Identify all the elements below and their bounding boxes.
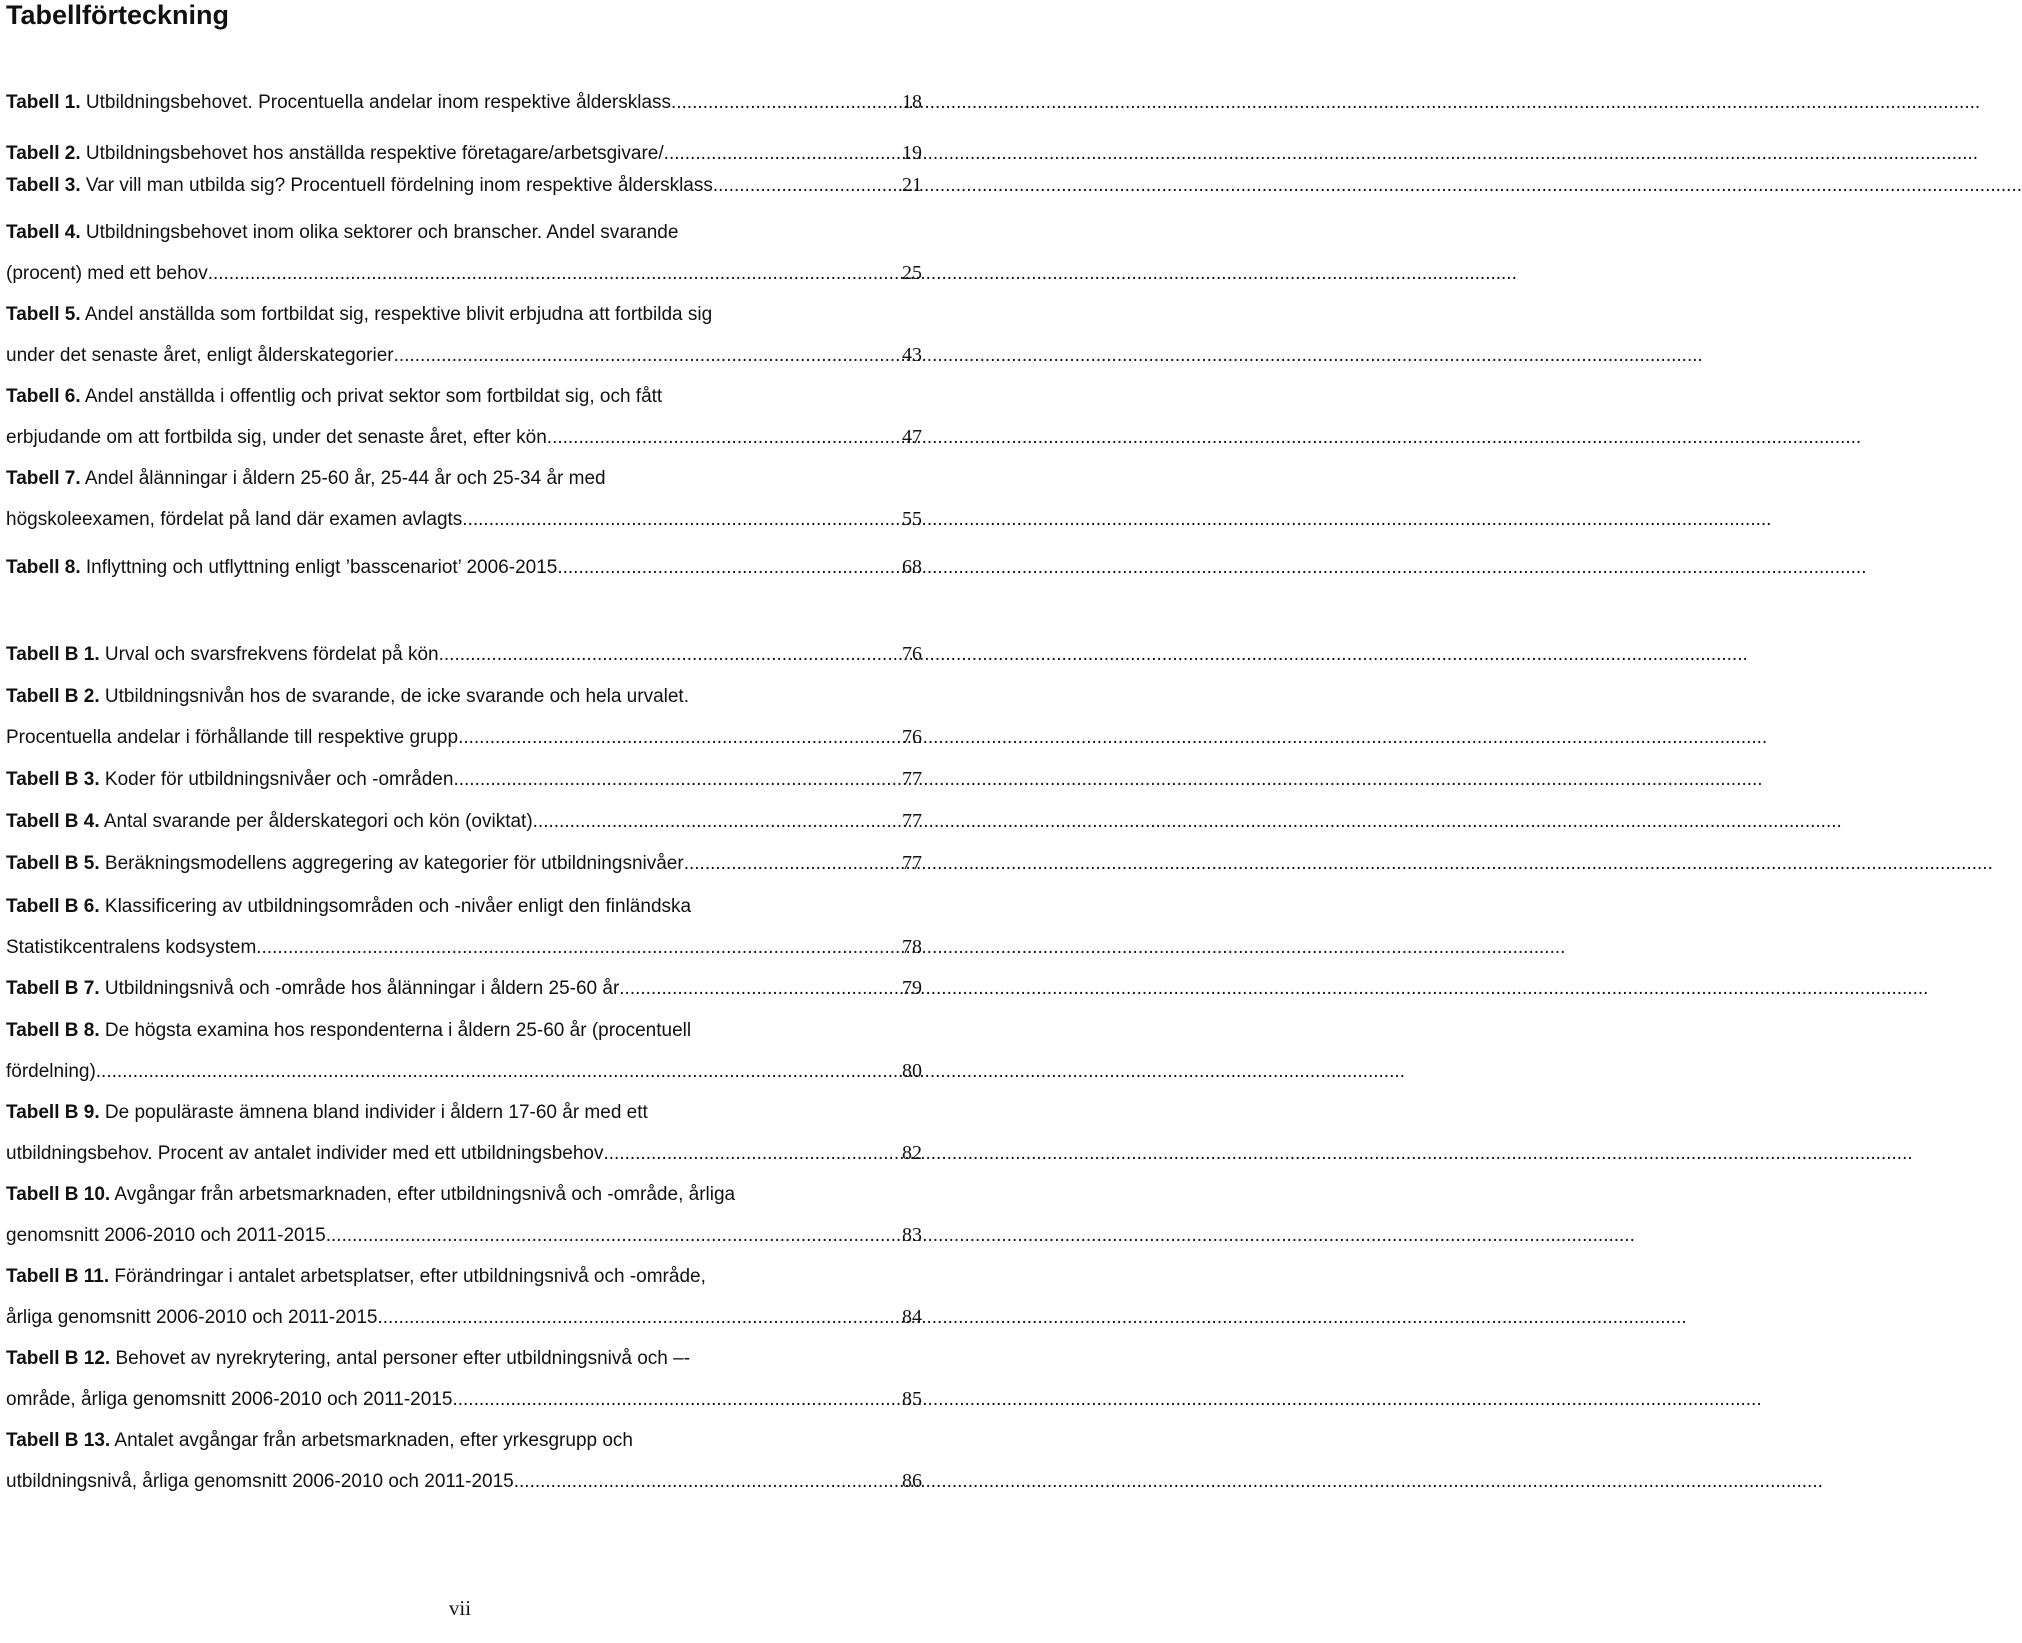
toc-entry[interactable] xyxy=(6,1093,922,1173)
toc-entry-label: Tabell 6. xyxy=(6,386,81,407)
toc-entry-line xyxy=(6,1461,922,1501)
toc-entry-label: Tabell 5. xyxy=(6,304,81,325)
toc-entry-first-line xyxy=(6,213,922,253)
toc-entry-title-continued: utbildningsnivå, årliga genomsnitt 2006-2010 och 2011-2015 xyxy=(6,1471,514,1492)
toc-entry-label: Tabell B 9. xyxy=(6,1102,100,1123)
toc-entry-line xyxy=(6,165,922,205)
toc-entry-first-line xyxy=(6,377,922,417)
toc-entry-line xyxy=(6,717,922,757)
toc-entry[interactable] xyxy=(6,1011,922,1091)
toc-entry-page: 55 xyxy=(902,508,922,530)
toc-entry-title: Andel anställda i offentlig och privat sektor som fortbildat sig, och fått xyxy=(84,386,663,407)
toc-entry-title-continued: högskoleexamen, fördelat på land där examen avlagts xyxy=(6,509,463,530)
toc-entry-text-wrap xyxy=(6,254,208,294)
toc-entry[interactable] xyxy=(6,1257,922,1337)
toc-entry-text-wrap xyxy=(6,1216,326,1256)
toc-entry-text-wrap xyxy=(6,844,684,884)
toc-entry-title: Utbildningsbehovet inom olika sektorer och branscher. Andel svarande xyxy=(85,222,679,243)
toc-entry-text-wrap xyxy=(6,969,619,1009)
toc-entry-title: Andel ålänningar i åldern 25-60 år, 25-44 år och 25-34 år med xyxy=(84,468,606,489)
toc-entry-title: De populäraste ämnena bland individer i åldern 17-60 år med ett xyxy=(104,1102,648,1123)
toc-entry-page: 18 xyxy=(902,91,922,113)
toc-entry-page: 78 xyxy=(902,936,922,958)
toc-entry-text-wrap xyxy=(6,760,453,800)
toc-entry-page: 76 xyxy=(902,726,922,748)
toc-entry-first-line xyxy=(6,1175,922,1215)
leader-dots xyxy=(557,548,898,588)
toc-entry-text-wrap xyxy=(6,802,533,842)
leader-dots xyxy=(671,83,898,123)
toc-entry-page: 77 xyxy=(902,768,922,790)
toc-entry-line xyxy=(6,253,922,293)
toc-entry-line xyxy=(6,801,922,841)
toc-entry-title: Inflyttning och utflyttning enligt ’basscenariot’ 2006-2015 xyxy=(85,557,558,578)
leader-dots xyxy=(533,802,898,842)
toc-entry-page: 80 xyxy=(902,1060,922,1082)
toc-entry-first-line xyxy=(6,1093,922,1133)
toc-entry-page: 85 xyxy=(902,1388,922,1410)
toc-entry-title-continued: under det senaste året, enligt ålderskategorier xyxy=(6,345,394,366)
toc-entry[interactable] xyxy=(6,547,922,587)
leader-dots xyxy=(684,844,898,884)
toc-entry-label: Tabell B 8. xyxy=(6,1020,100,1041)
leader-dots xyxy=(462,500,898,540)
toc-entry-title-continued: årliga genomsnitt 2006-2010 och 2011-2015 xyxy=(6,1307,378,1328)
toc-entry-title-continued: Procentuella andelar i förhållande till respektive grupp xyxy=(6,727,459,748)
toc-entry[interactable] xyxy=(6,677,922,757)
page-title: Tabellförteckning xyxy=(6,0,230,30)
toc-entry-page: 84 xyxy=(902,1306,922,1328)
toc-entry-page: 19 xyxy=(902,142,922,164)
toc-entry-first-line xyxy=(6,295,922,335)
toc-entry-first-line xyxy=(6,887,922,927)
leader-dots xyxy=(394,336,898,376)
toc-entry-page: 86 xyxy=(902,1470,922,1492)
toc-entry-first-line xyxy=(6,1257,922,1297)
toc-entry-title-continued: Statistikcentralens kodsystem xyxy=(6,937,257,958)
toc-entry-title-continued: fördelning) xyxy=(6,1061,96,1082)
toc-entry[interactable] xyxy=(6,801,922,841)
leader-dots xyxy=(377,1298,898,1338)
toc-entry-text-wrap xyxy=(6,1134,603,1174)
toc-entry-line xyxy=(6,1215,922,1255)
toc-entry-title-continued: utbildningsbehov. Procent av antalet individer med ett utbildningsbehov xyxy=(6,1143,604,1164)
toc-entry-label: Tabell B 13. xyxy=(6,1430,111,1451)
toc-entry-label: Tabell 3. xyxy=(6,175,81,196)
toc-entry-first-line xyxy=(6,459,922,499)
leader-dots xyxy=(619,969,898,1009)
toc-entry-label: Tabell B 7. xyxy=(6,978,100,999)
toc-entry-page: 82 xyxy=(902,1142,922,1164)
toc-entry[interactable] xyxy=(6,377,922,457)
toc-entry-text-wrap xyxy=(6,166,713,206)
toc-entry-label: Tabell B 2. xyxy=(6,686,100,707)
toc-entry-page: 76 xyxy=(902,643,922,665)
toc-entry-title: Antal svarande per ålderskategori och kön (oviktat) xyxy=(103,811,533,832)
toc-entry[interactable] xyxy=(6,295,922,375)
toc-entry-first-line xyxy=(6,1339,922,1379)
toc-entry-title: Utbildningsnivån hos de svarande, de icke svarande och hela urvalet. xyxy=(104,686,689,707)
toc-entry-page: 83 xyxy=(902,1224,922,1246)
toc-entry-text-wrap xyxy=(6,83,671,123)
toc-entry-title: Förändringar i antalet arbetsplatser, efter utbildningsnivå och -område, xyxy=(114,1266,706,1287)
toc-entry-title: Andel anställda som fortbildat sig, respektive blivit erbjudna att fortbilda sig xyxy=(84,304,713,325)
leader-dots xyxy=(96,1052,898,1092)
toc-entry-title-continued: erbjudande om att fortbilda sig, under det senaste året, efter kön. xyxy=(6,427,553,448)
toc-entry-line xyxy=(6,927,922,967)
toc-entry-line xyxy=(6,547,922,587)
toc-entry-label: Tabell 2. xyxy=(6,143,81,164)
toc-entry[interactable] xyxy=(6,843,922,883)
toc-entry[interactable] xyxy=(6,887,922,967)
leader-dots xyxy=(603,1134,898,1174)
toc-entry-label: Tabell B 10. xyxy=(6,1184,111,1205)
toc-entry-text-wrap xyxy=(6,548,557,588)
toc-entry[interactable] xyxy=(6,634,922,674)
toc-entry-page: 68 xyxy=(902,556,922,578)
leader-dots xyxy=(439,635,898,675)
toc-entry-title-continued: (procent) med ett behov xyxy=(6,263,208,284)
toc-entry-first-line xyxy=(6,677,922,717)
toc-entry-line xyxy=(6,417,922,457)
leader-dots xyxy=(552,418,898,458)
toc-entry-title-continued: genomsnitt 2006-2010 och 2011-2015 xyxy=(6,1225,326,1246)
toc-entry-page: 79 xyxy=(902,977,922,999)
leader-dots xyxy=(326,1216,898,1256)
toc-entry-page: 43 xyxy=(902,344,922,366)
toc-entry-label: Tabell 8. xyxy=(6,557,81,578)
toc-entry-line xyxy=(6,1133,922,1173)
toc-entry-title: Klassificering av utbildningsområden och -nivåer enligt den finländska xyxy=(104,896,692,917)
toc-entry-text-wrap xyxy=(6,1380,452,1420)
toc-entry-label: Tabell B 5. xyxy=(6,853,100,874)
toc-entry-line xyxy=(6,968,922,1008)
toc-entry-line xyxy=(6,499,922,539)
leader-dots xyxy=(452,1380,898,1420)
toc-entry-title: Utbildningsbehovet hos anställda respektive företagare/arbetsgivare/. xyxy=(85,143,669,164)
toc-entry[interactable] xyxy=(6,165,922,205)
toc-entry-text-wrap xyxy=(6,1298,377,1338)
toc-entry-line xyxy=(6,759,922,799)
toc-entry-text-wrap xyxy=(6,1052,96,1092)
toc-entry-label: Tabell B 4. xyxy=(6,811,100,832)
leader-dots xyxy=(256,928,898,968)
toc-entry-label: Tabell 1. xyxy=(6,92,81,113)
toc-entry-title: Beräkningsmodellens aggregering av kategorier för utbildningsnivåer xyxy=(104,853,684,874)
toc-entry-line xyxy=(6,1297,922,1337)
toc-entry[interactable] xyxy=(6,1421,922,1501)
toc-entry-page: 21 xyxy=(902,174,922,196)
toc-entry-title: Koder för utbildningsnivåer och -områden xyxy=(104,769,454,790)
toc-entry-label: Tabell B 6. xyxy=(6,896,100,917)
toc-entry-line xyxy=(6,82,922,122)
toc-entry-title: Avgångar från arbetsmarknaden, efter utbildningsnivå och -område, årliga xyxy=(114,1184,736,1205)
toc-entry-page: 47 xyxy=(902,426,922,448)
toc-entry-title: Utbildningsbehovet. Procentuella andelar inom respektive åldersklass xyxy=(85,92,672,113)
toc-entry-label: Tabell B 12. xyxy=(6,1348,111,1369)
toc-entry-line xyxy=(6,634,922,674)
leader-dots xyxy=(208,254,898,294)
toc-entry-label: Tabell B 11. xyxy=(6,1266,110,1287)
toc-entry-title: Urval och svarsfrekvens fördelat på kön xyxy=(104,644,439,665)
leader-dots xyxy=(514,1462,898,1502)
toc-entry[interactable] xyxy=(6,1175,922,1255)
toc-entry-page: 77 xyxy=(902,852,922,874)
toc-entry-text-wrap xyxy=(6,418,552,458)
page-number: vii xyxy=(448,1596,472,1620)
toc-entry-text-wrap xyxy=(6,1462,514,1502)
toc-entry[interactable] xyxy=(6,82,922,122)
toc-entry-title-continued: område, årliga genomsnitt 2006-2010 och 2011-2015 xyxy=(6,1389,453,1410)
toc-entry[interactable] xyxy=(6,459,922,539)
toc-entry-text-wrap xyxy=(6,635,439,675)
toc-entry-title: De högsta examina hos respondenterna i åldern 25-60 år (procentuell xyxy=(104,1020,692,1041)
toc-entry-line xyxy=(6,1379,922,1419)
toc-entry[interactable] xyxy=(6,759,922,799)
toc-entry-label: Tabell B 1. xyxy=(6,644,100,665)
toc-entry-label: Tabell B 3. xyxy=(6,769,100,790)
toc-entry-first-line xyxy=(6,1011,922,1051)
toc-entry-line xyxy=(6,335,922,375)
toc-entry-text-wrap xyxy=(6,718,458,758)
toc-entry-line xyxy=(6,1051,922,1091)
toc-entry-text-wrap xyxy=(6,928,256,968)
toc-entry-line xyxy=(6,843,922,883)
toc-entry[interactable] xyxy=(6,968,922,1008)
toc-entry-first-line xyxy=(6,1421,922,1461)
toc-entry[interactable] xyxy=(6,213,922,293)
toc-entry-title: Utbildningsnivå och -område hos ålänningar i åldern 25-60 år xyxy=(104,978,620,999)
leader-dots xyxy=(713,166,898,206)
toc-entry-page: 25 xyxy=(902,262,922,284)
toc-entry-label: Tabell 4. xyxy=(6,222,81,243)
toc-entry-page: 77 xyxy=(902,810,922,832)
toc-entry-title: Behovet av nyrekrytering, antal personer efter utbildningsnivå och –- xyxy=(115,1348,691,1369)
leader-dots xyxy=(458,718,898,758)
toc-entry[interactable] xyxy=(6,1339,922,1419)
toc-entry-title: Var vill man utbilda sig? Procentuell fördelning inom respektive åldersklass xyxy=(85,175,713,196)
leader-dots xyxy=(453,760,898,800)
toc-entry-title: Antalet avgångar från arbetsmarknaden, efter yrkesgrupp och xyxy=(114,1430,633,1451)
toc-entry-text-wrap xyxy=(6,336,394,376)
toc-entry-label: Tabell 7. xyxy=(6,468,81,489)
toc-entry-text-wrap xyxy=(6,500,462,540)
